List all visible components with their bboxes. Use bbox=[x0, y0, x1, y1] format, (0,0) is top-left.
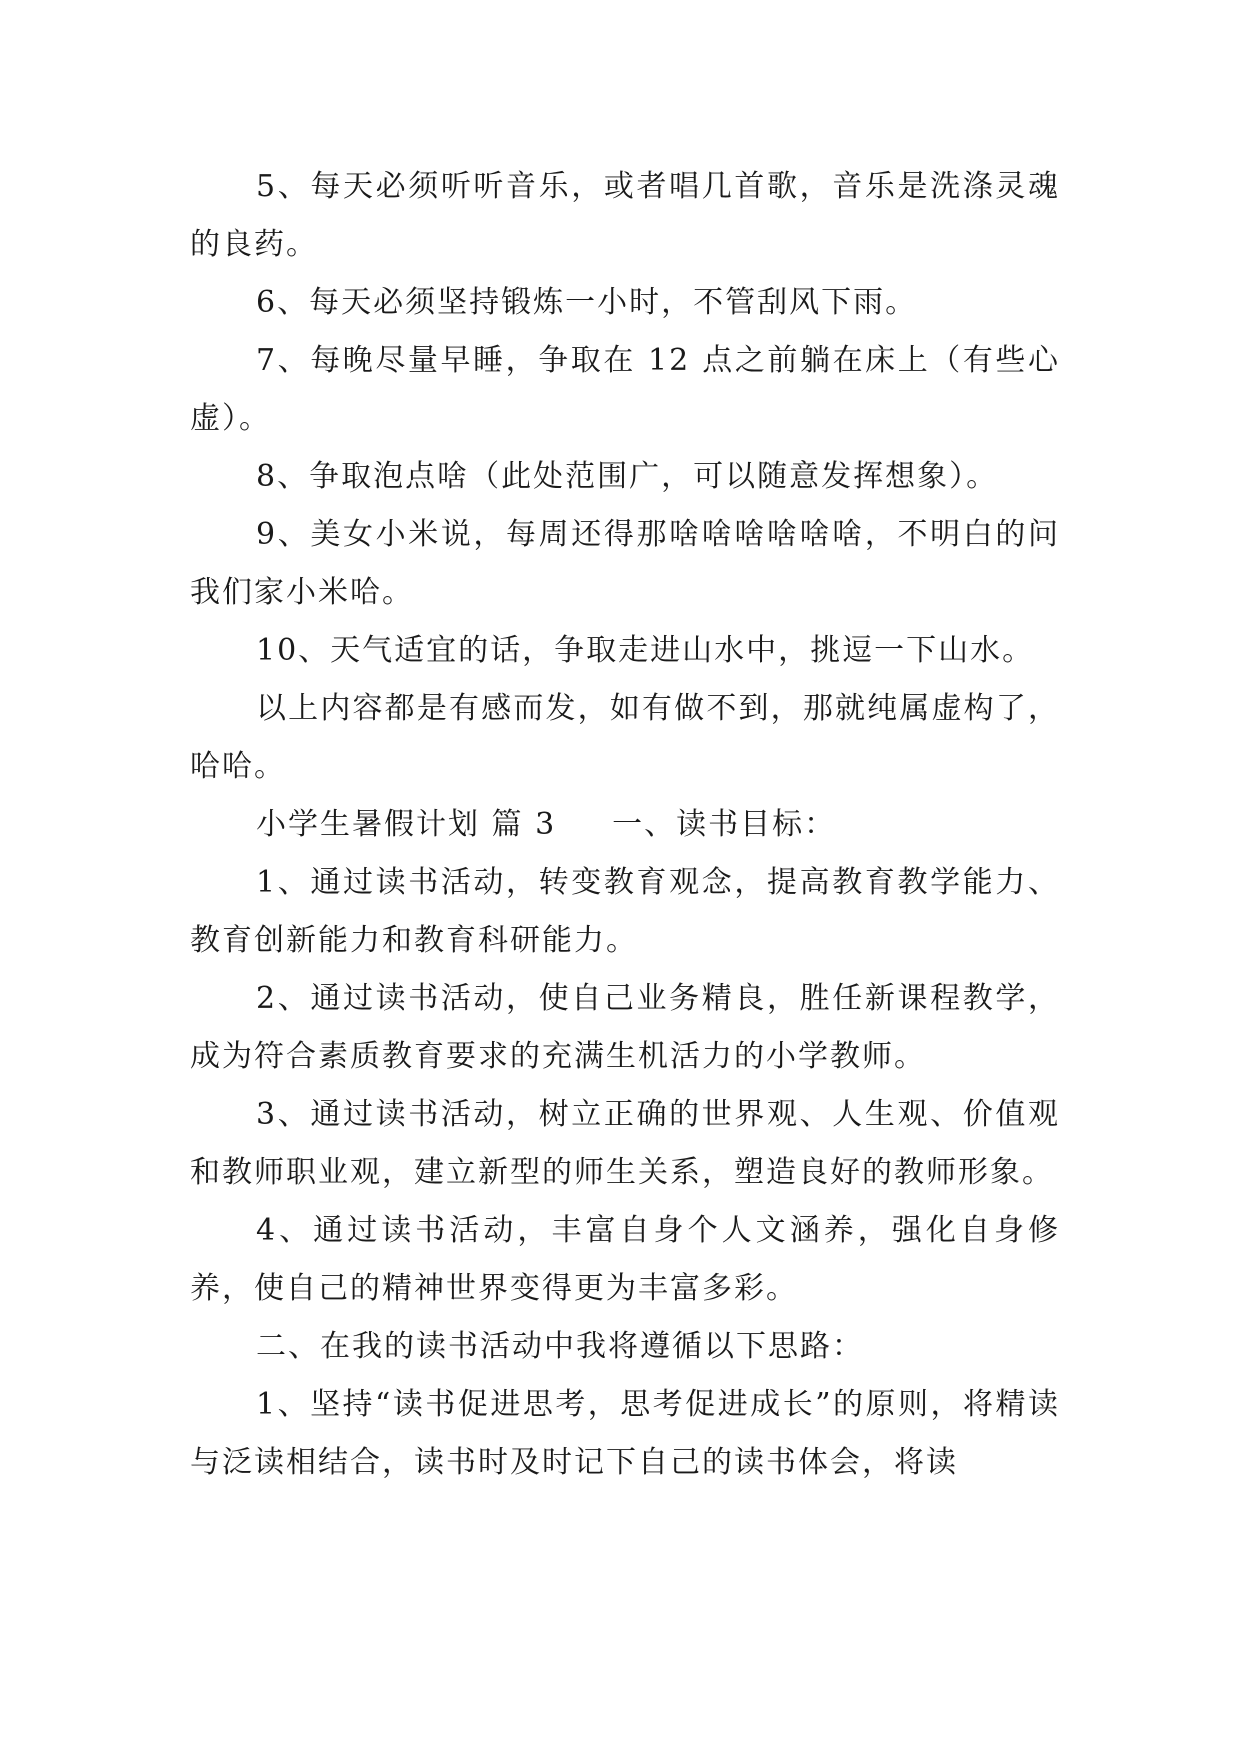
paragraph-item-5: 5、每天必须听听音乐，或者唱几首歌，音乐是洗涤灵魂的良药。 bbox=[190, 169, 1060, 262]
paragraph-item-9: 9、美女小米说，每周还得那啥啥啥啥啥啥，不明白的问我们家小米哈。 bbox=[190, 517, 1060, 610]
goal-item-1: 1、通过读书活动，转变教育观念，提高教育教学能力、教育创新能力和教育科研能力。 bbox=[190, 865, 1060, 958]
paragraph-closing: 以上内容都是有感而发，如有做不到，那就纯属虚构了，哈哈。 bbox=[190, 691, 1060, 784]
document-page bbox=[190, 158, 1060, 1492]
paragraph-item-10: 10、天气适宜的话，争取走进山水中，挑逗一下山水。 bbox=[256, 633, 1035, 668]
paragraph-item-8: 8、争取泡点啥（此处范围广，可以随意发挥想象）。 bbox=[256, 459, 999, 494]
section-title: 小学生暑假计划 篇 3 bbox=[256, 807, 557, 842]
goal-item-2: 2、通过读书活动，使自己业务精良，胜任新课程教学，成为符合素质教育要求的充满生机活力的小学教师。 bbox=[190, 981, 1060, 1074]
approach-heading: 二、在我的读书活动中我将遵循以下思路： bbox=[256, 1329, 864, 1364]
goal-item-3: 3、通过读书活动，树立正确的世界观、人生观、价值观和教师职业观，建立新型的师生关系，塑造良好的教师形象。 bbox=[190, 1097, 1060, 1190]
paragraph-item-7: 7、每晚尽量早睡，争取在 12 点之前躺在床上（有些心虚）。 bbox=[190, 343, 1060, 436]
paragraph-item-6: 6、每天必须坚持锻炼一小时，不管刮风下雨。 bbox=[256, 285, 918, 320]
goal-item-4: 4、通过读书活动，丰富自身个人文涵养，强化自身修养，使自己的精神世界变得更为丰富多彩。 bbox=[190, 1213, 1060, 1306]
section-heading-line bbox=[190, 796, 1060, 854]
approach-item-1: 1、坚持“读书促进思考，思考促进成长”的原则，将精读与泛读相结合，读书时及时记下自己的读书体会，将读 bbox=[190, 1387, 1060, 1480]
reading-goals-heading: 一、读书目标： bbox=[612, 807, 837, 842]
